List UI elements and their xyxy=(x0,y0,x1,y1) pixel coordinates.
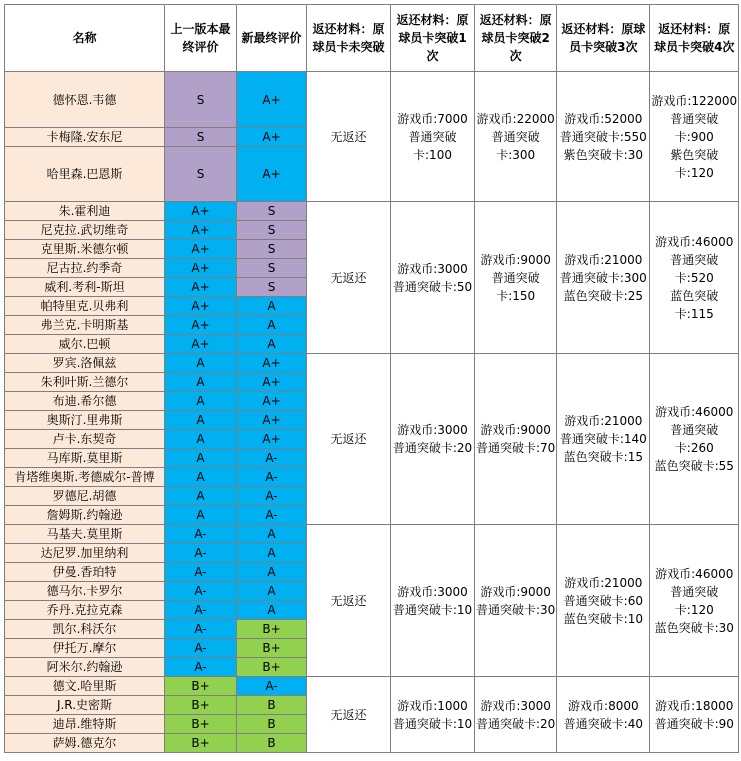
prev-rating: B+ xyxy=(165,696,237,715)
player-name: 尼克拉.武切维奇 xyxy=(5,221,165,240)
return-line: 游戏币:3000 xyxy=(397,584,468,599)
prev-rating: A+ xyxy=(165,221,237,240)
player-name: 德马尔.卡罗尔 xyxy=(5,582,165,601)
prev-rating: A xyxy=(165,506,237,525)
table-row xyxy=(5,354,739,373)
new-rating: A+ xyxy=(237,430,307,449)
prev-rating: A- xyxy=(165,525,237,544)
new-rating: S xyxy=(237,278,307,297)
return-breakthrough-2 xyxy=(475,525,557,677)
player-name: 威尔.巴顿 xyxy=(5,335,165,354)
return-breakthrough-4 xyxy=(650,72,739,202)
return-line: 游戏币:22000 xyxy=(476,111,555,126)
return-line: 普通突破卡:550 xyxy=(559,129,647,144)
prev-rating: A+ xyxy=(165,278,237,297)
return-line: 蓝色突破卡:55 xyxy=(654,459,734,473)
return-line: 游戏币:21000 xyxy=(564,252,643,267)
return-breakthrough-3 xyxy=(557,677,650,753)
return-line: 普通突破卡:300 xyxy=(559,270,647,285)
prev-rating: S xyxy=(165,147,237,202)
player-name: 詹姆斯.约翰逊 xyxy=(5,506,165,525)
return-line: 普通突破卡:10 xyxy=(392,602,473,617)
player-name: 布迪.希尔德 xyxy=(5,392,165,411)
new-rating: B+ xyxy=(237,620,307,639)
prev-rating: A+ xyxy=(165,202,237,221)
return-line: 紫色突破卡:30 xyxy=(563,147,643,162)
return-breakthrough-1 xyxy=(391,525,475,677)
new-rating: A+ xyxy=(237,411,307,430)
return-line: 普通突破 xyxy=(670,423,719,437)
return-breakthrough-1 xyxy=(391,72,475,202)
new-rating: S xyxy=(237,259,307,278)
new-rating: A xyxy=(237,601,307,620)
return-line: 游戏币:8000 xyxy=(568,698,639,713)
new-rating: B xyxy=(237,734,307,753)
return-line: 普通突破 xyxy=(491,270,540,285)
new-rating: S xyxy=(237,202,307,221)
player-name: 奥斯汀.里弗斯 xyxy=(5,411,165,430)
return-line: 游戏币:9000 xyxy=(480,584,551,599)
player-name: 罗宾.洛佩兹 xyxy=(5,354,165,373)
player-name: 弗兰克.卡明斯基 xyxy=(5,316,165,335)
new-rating: A xyxy=(237,525,307,544)
new-rating: A xyxy=(237,297,307,316)
return-line: 紫色突破 xyxy=(670,147,719,162)
player-name: 凯尔.科沃尔 xyxy=(5,620,165,639)
table-row xyxy=(5,677,739,696)
return-line: 游戏币:3000 xyxy=(397,261,468,276)
return-breakthrough-4 xyxy=(650,202,739,354)
new-rating: A- xyxy=(237,506,307,525)
header-row xyxy=(5,5,739,72)
return-line: 普通突破卡:140 xyxy=(559,432,647,446)
return-line: 游戏币:46000 xyxy=(655,234,734,249)
return-no-breakthrough: 无返还 xyxy=(307,677,391,753)
prev-rating: A xyxy=(165,430,237,449)
return-breakthrough-1 xyxy=(391,677,475,753)
new-rating: A+ xyxy=(237,354,307,373)
player-name: 伊托万.摩尔 xyxy=(5,639,165,658)
player-name: 肯塔维奥斯.考德威尔-普博 xyxy=(5,468,165,487)
player-name: 马基夫.莫里斯 xyxy=(5,525,165,544)
player-name: 迪昂.维特斯 xyxy=(5,715,165,734)
return-line: 普通突破卡:50 xyxy=(392,279,473,294)
header-return-2: 返还材料：原球员卡突破2次 xyxy=(475,5,557,72)
new-rating: B xyxy=(237,696,307,715)
return-line: 普通突破卡:70 xyxy=(476,441,556,455)
return-breakthrough-2 xyxy=(475,72,557,202)
header-return-1: 返还材料：原球员卡突破1次 xyxy=(391,5,475,72)
player-name: 卢卡.东契奇 xyxy=(5,430,165,449)
prev-rating: A+ xyxy=(165,240,237,259)
new-rating: A+ xyxy=(237,147,307,202)
return-line: 游戏币:3000 xyxy=(480,698,551,713)
new-rating: A+ xyxy=(237,392,307,411)
prev-rating: A+ xyxy=(165,335,237,354)
player-name: 克里斯.米德尔顿 xyxy=(5,240,165,259)
return-line: 卡:150 xyxy=(496,288,536,303)
prev-rating: A xyxy=(165,411,237,430)
prev-rating: A+ xyxy=(165,259,237,278)
header-name: 名称 xyxy=(5,5,165,72)
return-line: 卡:115 xyxy=(674,306,714,321)
return-breakthrough-2 xyxy=(475,677,557,753)
return-line: 卡:100 xyxy=(413,147,452,162)
new-rating: B+ xyxy=(237,639,307,658)
player-name: 朱.霍利迪 xyxy=(5,202,165,221)
header-return-4: 返还材料：原球员卡突破4次 xyxy=(650,5,739,72)
return-breakthrough-3 xyxy=(557,525,650,677)
return-line: 普通突破卡:30 xyxy=(476,602,556,617)
player-name: 帕特里克.贝弗利 xyxy=(5,297,165,316)
return-line: 游戏币:1000 xyxy=(397,698,468,713)
rating-table xyxy=(4,4,739,753)
new-rating: A xyxy=(237,316,307,335)
prev-rating: A+ xyxy=(165,316,237,335)
player-name: 朱利叶斯.兰德尔 xyxy=(5,373,165,392)
prev-rating: A xyxy=(165,354,237,373)
return-breakthrough-4 xyxy=(650,525,739,677)
header-return-0: 返还材料：原球员卡未突破 xyxy=(307,5,391,72)
return-breakthrough-4 xyxy=(650,677,739,753)
new-rating: S xyxy=(237,221,307,240)
player-name: J.R.史密斯 xyxy=(5,696,165,715)
return-line: 蓝色突破卡:10 xyxy=(563,611,643,626)
return-line: 游戏币:52000 xyxy=(564,111,643,126)
new-rating: A xyxy=(237,582,307,601)
return-line: 普通突破卡:40 xyxy=(563,716,643,731)
return-line: 卡:120 xyxy=(674,165,714,180)
prev-rating: A- xyxy=(165,639,237,658)
return-breakthrough-1 xyxy=(391,202,475,354)
return-line: 普通突破 xyxy=(408,129,457,144)
return-line: 普通突破 xyxy=(670,111,719,126)
player-name: 卡梅隆.安东尼 xyxy=(5,128,165,147)
return-breakthrough-3 xyxy=(557,202,650,354)
player-name: 德怀恩.韦德 xyxy=(5,72,165,128)
return-line: 普通突破卡:60 xyxy=(563,593,643,608)
return-breakthrough-2 xyxy=(475,354,557,525)
new-rating: A- xyxy=(237,677,307,696)
player-name: 罗德尼.胡德 xyxy=(5,487,165,506)
return-breakthrough-2 xyxy=(475,202,557,354)
prev-rating: A- xyxy=(165,601,237,620)
player-name: 乔丹.克拉克森 xyxy=(5,601,165,620)
new-rating: A- xyxy=(237,449,307,468)
return-line: 游戏币:122000 xyxy=(651,93,738,108)
player-name: 威利.考利-斯坦 xyxy=(5,278,165,297)
return-line: 普通突破卡:20 xyxy=(392,441,473,455)
return-no-breakthrough: 无返还 xyxy=(307,202,391,354)
return-line: 卡:520 xyxy=(674,270,714,285)
return-line: 普通突破 xyxy=(491,129,540,144)
return-line: 蓝色突破卡:25 xyxy=(563,288,643,303)
return-line: 普通突破卡:20 xyxy=(476,716,556,731)
new-rating: A xyxy=(237,563,307,582)
prev-rating: A xyxy=(165,487,237,506)
return-line: 普通突破卡:10 xyxy=(392,716,473,731)
prev-rating: B+ xyxy=(165,677,237,696)
return-line: 游戏币:9000 xyxy=(480,423,551,437)
return-line: 卡:300 xyxy=(496,147,536,162)
return-breakthrough-3 xyxy=(557,72,650,202)
header-new-rating: 新最终评价 xyxy=(237,5,307,72)
prev-rating: A xyxy=(165,373,237,392)
return-no-breakthrough: 无返还 xyxy=(307,525,391,677)
table-row xyxy=(5,525,739,544)
prev-rating: S xyxy=(165,128,237,147)
return-line: 游戏币:18000 xyxy=(655,698,734,713)
prev-rating: B+ xyxy=(165,734,237,753)
prev-rating: B+ xyxy=(165,715,237,734)
return-line: 蓝色突破 xyxy=(670,288,719,303)
prev-rating: A xyxy=(165,449,237,468)
prev-rating: A- xyxy=(165,544,237,563)
prev-rating: A- xyxy=(165,563,237,582)
return-line: 游戏币:21000 xyxy=(564,575,643,590)
return-line: 游戏币:7000 xyxy=(397,111,468,126)
return-no-breakthrough: 无返还 xyxy=(307,354,391,525)
new-rating: A- xyxy=(237,487,307,506)
prev-rating: A xyxy=(165,392,237,411)
return-line: 游戏币:46000 xyxy=(655,405,734,419)
new-rating: A xyxy=(237,544,307,563)
new-rating: S xyxy=(237,240,307,259)
return-line: 游戏币:46000 xyxy=(655,566,734,581)
player-name: 伊曼.香珀特 xyxy=(5,563,165,582)
return-line: 蓝色突破卡:15 xyxy=(563,450,643,464)
player-name: 马库斯.莫里斯 xyxy=(5,449,165,468)
new-rating: A+ xyxy=(237,72,307,128)
return-line: 游戏币:21000 xyxy=(564,414,643,428)
return-line: 卡:900 xyxy=(674,129,714,144)
new-rating: A xyxy=(237,335,307,354)
prev-rating: A+ xyxy=(165,297,237,316)
player-name: 萨姆.德克尔 xyxy=(5,734,165,753)
table-row xyxy=(5,202,739,221)
prev-rating: A- xyxy=(165,658,237,677)
return-line: 普通突破 xyxy=(670,252,719,267)
return-breakthrough-4 xyxy=(650,354,739,525)
header-prev-rating: 上一版本最终评价 xyxy=(165,5,237,72)
prev-rating: A- xyxy=(165,620,237,639)
new-rating: B+ xyxy=(237,658,307,677)
header-return-3: 返还材料：原球员卡突破3次 xyxy=(557,5,650,72)
new-rating: A+ xyxy=(237,373,307,392)
return-line: 卡:120 xyxy=(674,602,714,617)
player-name: 阿米尔.约翰逊 xyxy=(5,658,165,677)
new-rating: B xyxy=(237,715,307,734)
return-no-breakthrough: 无返还 xyxy=(307,72,391,202)
return-line: 蓝色突破卡:30 xyxy=(654,620,734,635)
return-breakthrough-1 xyxy=(391,354,475,525)
player-name: 哈里森.巴恩斯 xyxy=(5,147,165,202)
new-rating: A+ xyxy=(237,128,307,147)
prev-rating: A xyxy=(165,468,237,487)
player-name: 达尼罗.加里纳利 xyxy=(5,544,165,563)
prev-rating: S xyxy=(165,72,237,128)
prev-rating: A- xyxy=(165,582,237,601)
return-breakthrough-3 xyxy=(557,354,650,525)
return-line: 普通突破 xyxy=(670,584,719,599)
new-rating: A- xyxy=(237,468,307,487)
return-line: 游戏币:9000 xyxy=(480,252,551,267)
table-row xyxy=(5,72,739,128)
return-line: 普通突破卡:90 xyxy=(654,716,734,731)
return-line: 游戏币:3000 xyxy=(397,423,468,437)
player-name: 尼古拉.约季奇 xyxy=(5,259,165,278)
player-name: 德文.哈里斯 xyxy=(5,677,165,696)
return-line: 卡:260 xyxy=(674,441,714,455)
